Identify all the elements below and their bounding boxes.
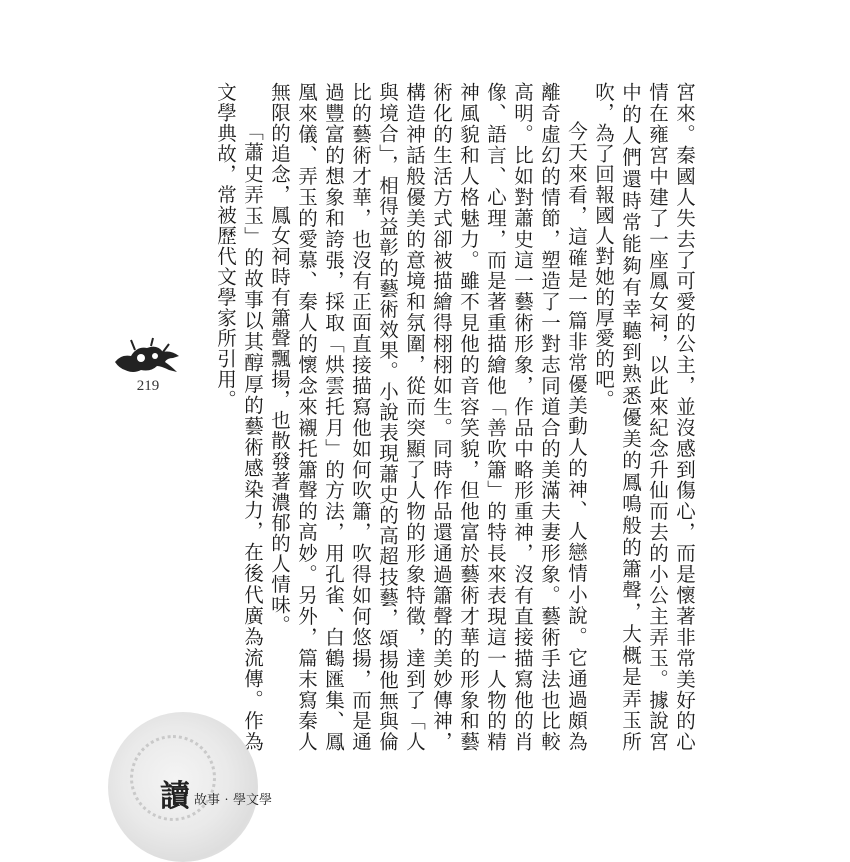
footer-series-char: 讀 (160, 779, 190, 814)
running-figure-emblem-icon (111, 336, 183, 376)
running-footer (160, 779, 273, 814)
footer-series-title: 故事‧學文學 (194, 793, 273, 808)
paragraph-3: 「蕭史弄玉」的故事以其醇厚的藝術感染力，在後代廣為流傳。作為文學典故，常被歷代文學家所引用。 (214, 82, 264, 752)
paragraph-1: 宮來。秦國人失去了可愛的公主，並沒感到傷心，而是懷著非常美好的心情在雍宮中建了一座鳳女祠，以此來紀念升仙而去的小公主弄玉。據說宮中的人們還時常能夠有幸聽到熟悉優美的鳳鳴般的簫聲，大概是弄玉所吹，為了回報國人對她的厚愛的吧。 (592, 82, 696, 752)
vertical-text-body (198, 82, 698, 752)
paragraph-2: 今天來看，這確是一篇非常優美動人的神、人戀情小說。它通過頗為離奇虛幻的情節，塑造了一對志同道合的美滿夫妻形象。藝術手法也比較高明。比如對蕭史這一藝術形象，作品中略形重神，沒有直接描寫他的肖像、語言、心理，而是著重描繪他「善吹簫」的特長來表現這一人物的精神風貌和人格魅力。雖不見他的音容笑貌，但他富於藝術才華的形象和藝術化的生活方式卻被描繪得栩栩如生。同時作品還通過簫聲的美妙傳神，構造神話般優美的意境和氛圍，從而突顯了人物的形象特徵，達到了「人與境合」，相得益彰的藝術效果。小說表現蕭史的高超技藝，頌揚他無與倫比的藝術才華，也沒有正面直接描寫他如何吹簫，吹得如何悠揚，而是通過豐富的想象和誇張，採取「烘雲托月」的方法，用孔雀、白鶴匯集、鳳凰來儀、弄玉的愛慕、秦人的懷念來襯托簫聲的高妙。另外，篇末寫秦人無限的追念，鳳女祠時有簫聲飄揚，也散發著濃郁的人情味。 (268, 82, 588, 752)
page-number: 219 (136, 378, 160, 394)
